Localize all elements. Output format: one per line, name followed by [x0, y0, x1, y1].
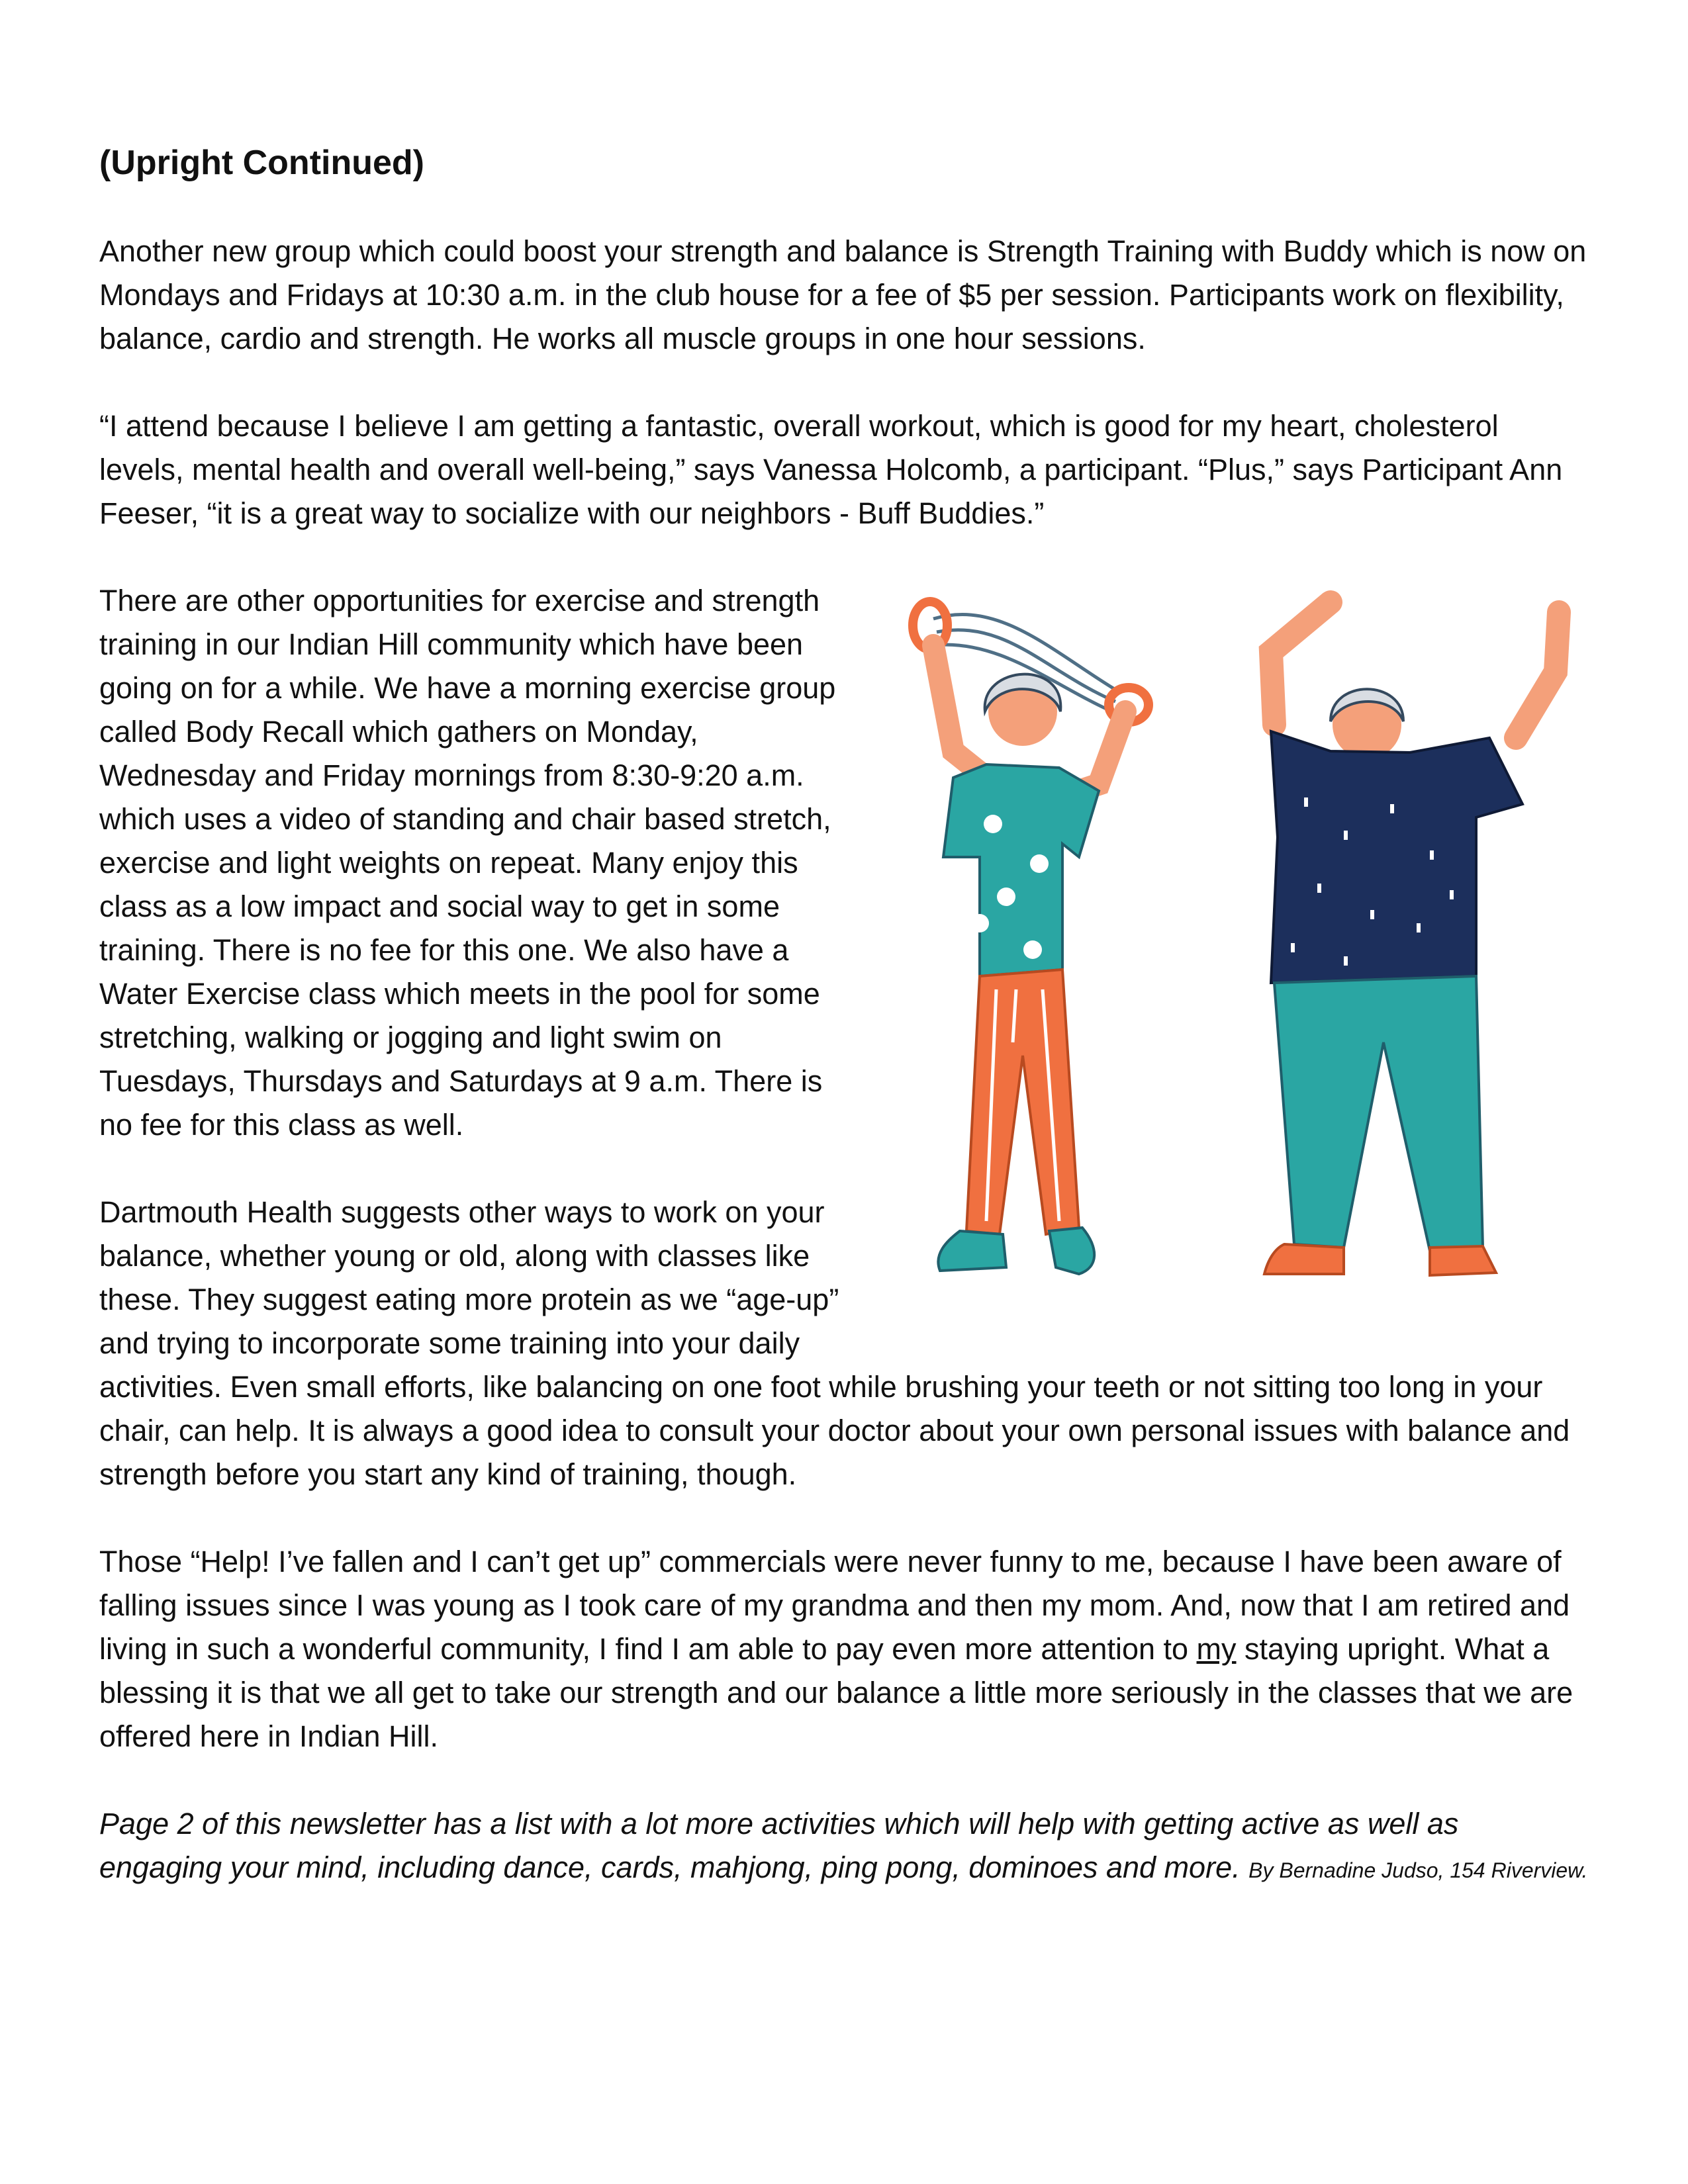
article-heading: (Upright Continued): [99, 144, 424, 182]
author-byline: By Bernadine Judso, 154 Riverview.: [1248, 1858, 1588, 1883]
paragraph-dartmouth-health: Dartmouth Health suggests other ways to work on your balance, whether young or old, along with classes like these. They suggest eating more protein as we “age-up” and trying to incorporate some training into your daily activities. Even small efforts, like balancing on one foot while brushing your teeth or not sitting too long in your chair, can help. It is always a good idea to consult your doctor about your own personal issues with balance and strength before you start any kind of training, though.: [99, 1195, 1570, 1492]
paragraph-personal-reflection: [99, 1540, 1589, 1758]
paragraph-quotes: “I attend because I believe I am getting a fantastic, overall workout, which is good for my heart, cholesterol levels, mental health and overall well-being,” says Vanessa Holcomb, a participant. “Plus,” says Participant Ann Feeser, “it is a great way to socialize with our neighbors - Buff Buddies.”: [99, 409, 1563, 531]
man-figure: [1264, 602, 1559, 1275]
paragraph-strength-training: Another new group which could boost your strength and balance is Strength Training with Buddy which is now on Mondays and Fridays at 10:30 a.m. in the club house for a fee of $5 per session. Participants work on flexibility, balance, cardio and strength. He works all muscle groups in one hour sessions.: [99, 234, 1587, 356]
paragraph-text-end: staying upright. What a blessing it is that we all get to take our strength and our balance a little more seriously in the classes that we are offered here in Indian Hill.: [99, 1632, 1573, 1754]
seniors-exercising-illustration: [880, 579, 1595, 1347]
woman-figure: [913, 602, 1149, 1274]
closing-text: Page 2 of this newsletter has a list with a lot more activities which will help with getting active as well as engaging your mind, including dance, cards, mahjong, ping pong, dominoes and more.: [99, 1807, 1459, 1885]
paragraph-other-opportunities: There are other opportunities for exercise and strength training in our Indian Hill community which have been going on for a while. We have a morning exercise group called Body Recall which gathers on Monday, Wednesday and Friday mornings from 8:30-9:20 a.m. which uses a video of standing and chair based stretch, exercise and light weights on repeat. Many enjoy this class as a low impact and social way to get in some training. There is no fee for this one. We also have a Water Exercise class which meets in the pool for some stretching, walking or jogging and light swim on Tuesdays, Thursdays and Saturdays at 9 a.m. There is no fee for this class as well.: [99, 584, 836, 1142]
underlined-word: my: [1196, 1632, 1237, 1666]
paragraph-text-start: Those “Help! I’ve fallen and I can’t get up” commercials were never funny to me, because I have been aware of falling issues since I was young as I took care of my grandma and then my mom. And, now that I am retired and living in such a wonderful community, I find I am able to pay even more attention to: [99, 1545, 1570, 1666]
article: [99, 142, 1589, 1892]
closing-note: [99, 1802, 1589, 1892]
